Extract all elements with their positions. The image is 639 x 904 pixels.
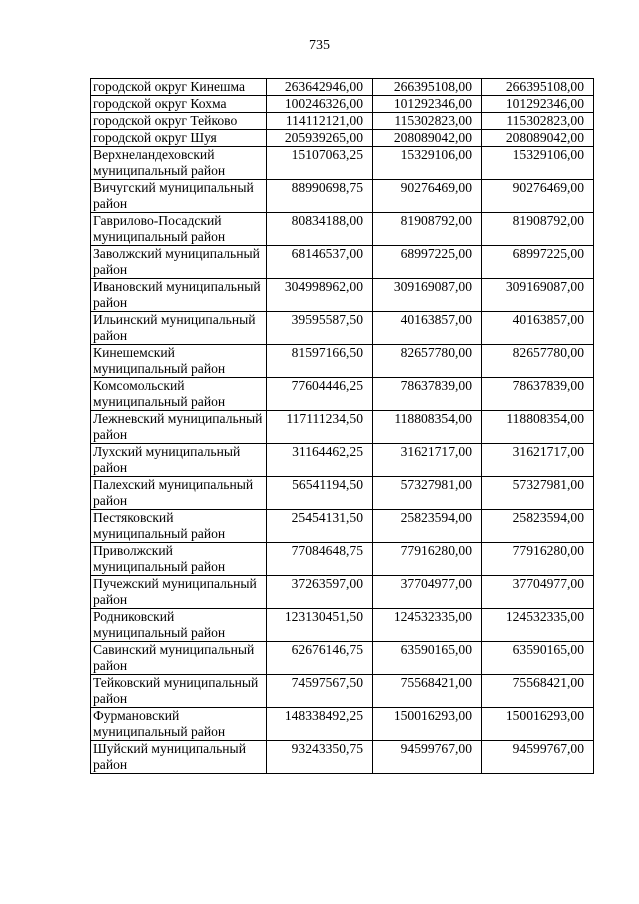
municipality-name-cell: Родниковский муниципальный район [91, 609, 267, 642]
value-cell-2: 266395108,00 [373, 79, 482, 96]
municipality-name-cell: городской округ Тейково [91, 113, 267, 130]
municipality-name-cell: Приволжский муниципальный район [91, 543, 267, 576]
municipality-name-cell: Шуйский муниципальный район [91, 741, 267, 774]
table-row [91, 378, 594, 411]
value-cell-1: 80834188,00 [267, 213, 373, 246]
table-row [91, 642, 594, 675]
municipality-name-cell: Верхнеландеховский муниципальный район [91, 147, 267, 180]
table-row [91, 130, 594, 147]
value-cell-3: 63590165,00 [482, 642, 594, 675]
value-cell-3: 25823594,00 [482, 510, 594, 543]
value-cell-1: 100246326,00 [267, 96, 373, 113]
table-body [91, 79, 594, 774]
page-number: 735 [309, 38, 330, 53]
value-cell-3: 101292346,00 [482, 96, 594, 113]
table-row [91, 279, 594, 312]
value-cell-1: 62676146,75 [267, 642, 373, 675]
value-cell-1: 56541194,50 [267, 477, 373, 510]
table-row [91, 411, 594, 444]
municipality-name-cell: Пучежский муниципальный район [91, 576, 267, 609]
table-row [91, 708, 594, 741]
value-cell-2: 118808354,00 [373, 411, 482, 444]
value-cell-3: 266395108,00 [482, 79, 594, 96]
value-cell-1: 304998962,00 [267, 279, 373, 312]
value-cell-3: 68997225,00 [482, 246, 594, 279]
value-cell-2: 82657780,00 [373, 345, 482, 378]
value-cell-1: 37263597,00 [267, 576, 373, 609]
value-cell-1: 263642946,00 [267, 79, 373, 96]
value-cell-2: 25823594,00 [373, 510, 482, 543]
value-cell-3: 309169087,00 [482, 279, 594, 312]
municipality-name-cell: Кинешемский муниципальный район [91, 345, 267, 378]
municipality-name-cell: Пестяковский муниципальный район [91, 510, 267, 543]
table-row [91, 180, 594, 213]
value-cell-2: 208089042,00 [373, 130, 482, 147]
value-cell-1: 39595587,50 [267, 312, 373, 345]
value-cell-3: 78637839,00 [482, 378, 594, 411]
municipality-name-cell: Лежневский муниципальный район [91, 411, 267, 444]
value-cell-2: 57327981,00 [373, 477, 482, 510]
value-cell-3: 90276469,00 [482, 180, 594, 213]
municipality-name-cell: Комсомольский муниципальный район [91, 378, 267, 411]
municipality-name-cell: Лухский муниципальный район [91, 444, 267, 477]
value-cell-3: 37704977,00 [482, 576, 594, 609]
value-cell-1: 31164462,25 [267, 444, 373, 477]
table-row [91, 213, 594, 246]
table-row [91, 543, 594, 576]
table-row [91, 345, 594, 378]
value-cell-1: 117111234,50 [267, 411, 373, 444]
value-cell-2: 77916280,00 [373, 543, 482, 576]
value-cell-2: 309169087,00 [373, 279, 482, 312]
value-cell-2: 150016293,00 [373, 708, 482, 741]
value-cell-2: 68997225,00 [373, 246, 482, 279]
municipality-name-cell: городской округ Кохма [91, 96, 267, 113]
value-cell-1: 88990698,75 [267, 180, 373, 213]
value-cell-2: 115302823,00 [373, 113, 482, 130]
value-cell-2: 75568421,00 [373, 675, 482, 708]
value-cell-3: 15329106,00 [482, 147, 594, 180]
value-cell-3: 77916280,00 [482, 543, 594, 576]
municipality-name-cell: Палехский муниципальный район [91, 477, 267, 510]
table-row [91, 147, 594, 180]
table-row [91, 79, 594, 96]
value-cell-3: 82657780,00 [482, 345, 594, 378]
value-cell-2: 81908792,00 [373, 213, 482, 246]
value-cell-3: 208089042,00 [482, 130, 594, 147]
value-cell-1: 77084648,75 [267, 543, 373, 576]
value-cell-2: 63590165,00 [373, 642, 482, 675]
value-cell-2: 78637839,00 [373, 378, 482, 411]
value-cell-3: 118808354,00 [482, 411, 594, 444]
table-row [91, 741, 594, 774]
value-cell-3: 75568421,00 [482, 675, 594, 708]
value-cell-1: 15107063,25 [267, 147, 373, 180]
table-row [91, 113, 594, 130]
value-cell-1: 148338492,25 [267, 708, 373, 741]
value-cell-2: 40163857,00 [373, 312, 482, 345]
value-cell-1: 74597567,50 [267, 675, 373, 708]
value-cell-3: 81908792,00 [482, 213, 594, 246]
municipality-name-cell: Ильинский муниципальный район [91, 312, 267, 345]
value-cell-1: 93243350,75 [267, 741, 373, 774]
table-row [91, 477, 594, 510]
municipality-name-cell: Гаврилово-Посадский муниципальный район [91, 213, 267, 246]
value-cell-3: 40163857,00 [482, 312, 594, 345]
value-cell-1: 68146537,00 [267, 246, 373, 279]
municipality-name-cell: городской округ Шуя [91, 130, 267, 147]
table-row [91, 576, 594, 609]
value-cell-2: 31621717,00 [373, 444, 482, 477]
value-cell-2: 90276469,00 [373, 180, 482, 213]
value-cell-1: 205939265,00 [267, 130, 373, 147]
value-cell-2: 15329106,00 [373, 147, 482, 180]
table-row [91, 609, 594, 642]
table-row [91, 510, 594, 543]
value-cell-2: 94599767,00 [373, 741, 482, 774]
table-row [91, 96, 594, 113]
value-cell-1: 25454131,50 [267, 510, 373, 543]
municipality-name-cell: Савинский муниципальный район [91, 642, 267, 675]
table-row [91, 675, 594, 708]
value-cell-2: 124532335,00 [373, 609, 482, 642]
table-row [91, 246, 594, 279]
value-cell-1: 77604446,25 [267, 378, 373, 411]
value-cell-1: 114112121,00 [267, 113, 373, 130]
municipality-name-cell: Заволжский муниципальный район [91, 246, 267, 279]
municipality-name-cell: Вичугский муниципальный район [91, 180, 267, 213]
value-cell-3: 57327981,00 [482, 477, 594, 510]
municipality-name-cell: городской округ Кинешма [91, 79, 267, 96]
municipality-name-cell: Тейковский муниципальный район [91, 675, 267, 708]
value-cell-1: 123130451,50 [267, 609, 373, 642]
value-cell-3: 31621717,00 [482, 444, 594, 477]
value-cell-3: 124532335,00 [482, 609, 594, 642]
value-cell-3: 115302823,00 [482, 113, 594, 130]
value-cell-3: 94599767,00 [482, 741, 594, 774]
municipality-name-cell: Ивановский муниципальный район [91, 279, 267, 312]
table-row [91, 312, 594, 345]
value-cell-2: 37704977,00 [373, 576, 482, 609]
value-cell-2: 101292346,00 [373, 96, 482, 113]
value-cell-3: 150016293,00 [482, 708, 594, 741]
value-cell-1: 81597166,50 [267, 345, 373, 378]
table-row [91, 444, 594, 477]
municipality-name-cell: Фурмановский муниципальный район [91, 708, 267, 741]
budget-table [90, 78, 594, 774]
